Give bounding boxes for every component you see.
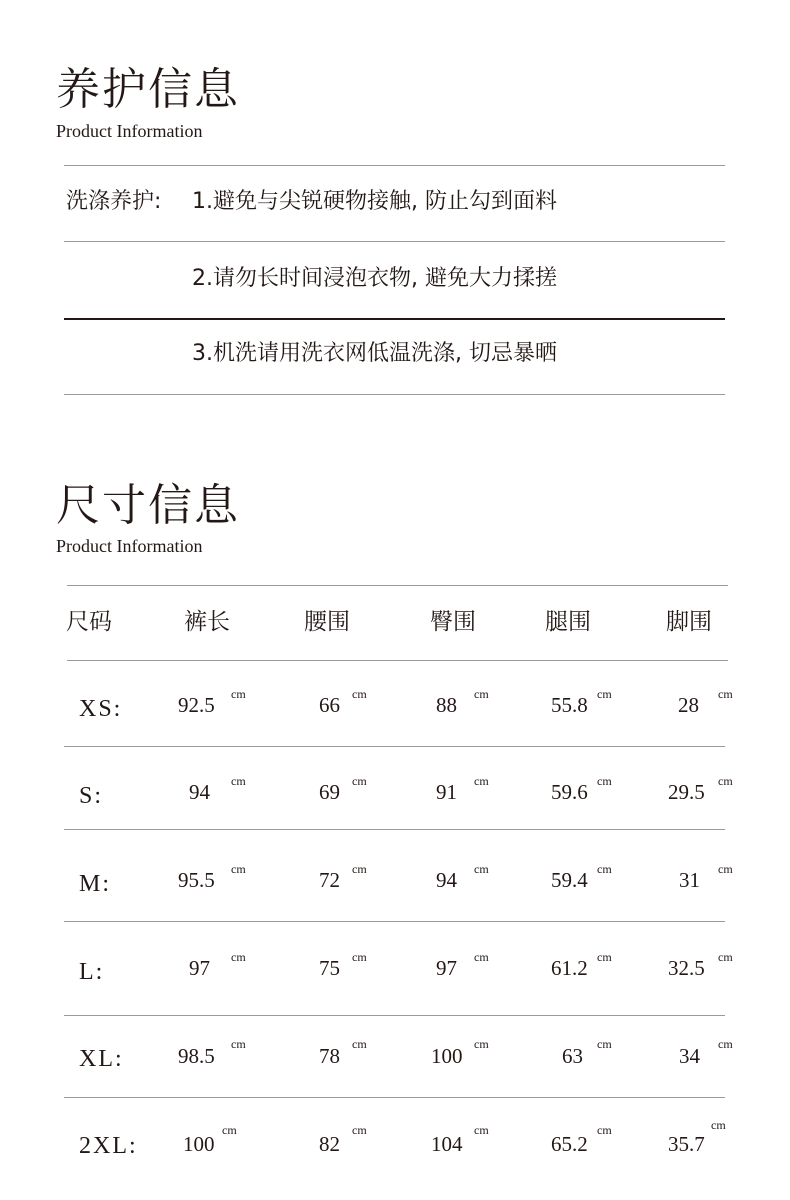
unit-label: cm [474,1037,489,1051]
unit-label: cm [597,1123,612,1137]
unit-label: cm [231,1037,246,1051]
col-header-waist: 腰围 [304,609,350,635]
value-ankle: 29.5 [668,780,705,804]
value-thigh: 65.2 [551,1132,588,1156]
value-ankle: 34 [679,1044,700,1068]
unit-label: cm [474,774,489,788]
divider [64,829,725,830]
value-thigh: 59.4 [551,868,588,892]
value-length: 95.5 [178,868,215,892]
unit-label: cm [222,1123,237,1137]
care-item-3: 3.机洗请用洗衣网低温洗涤, 切忌暴晒 [192,341,557,366]
unit-label: cm [352,1037,367,1051]
value-thigh: 63 [562,1044,583,1068]
unit-label: cm [718,1037,733,1051]
unit-label: cm [474,862,489,876]
divider [67,585,728,586]
care-item-2: 2.请勿长时间浸泡衣物, 避免大力揉搓 [192,266,557,291]
value-ankle: 31 [679,868,700,892]
divider [64,1097,725,1098]
unit-label: cm [352,950,367,964]
value-hip: 91 [436,780,457,804]
value-hip: 100 [431,1044,463,1068]
size-label: 2XL: [79,1133,138,1159]
col-header-thigh: 腿围 [545,609,591,635]
value-length: 92.5 [178,693,215,717]
value-waist: 72 [319,868,340,892]
value-thigh: 55.8 [551,693,588,717]
value-waist: 82 [319,1132,340,1156]
value-waist: 78 [319,1044,340,1068]
value-ankle: 32.5 [668,956,705,980]
unit-label: cm [231,950,246,964]
value-hip: 88 [436,693,457,717]
value-ankle: 28 [678,693,699,717]
unit-label: cm [352,862,367,876]
value-thigh: 59.6 [551,780,588,804]
unit-label: cm [718,687,733,701]
divider [64,318,725,320]
size-label: XS: [79,696,123,722]
col-header-size: 尺码 [66,609,112,635]
value-waist: 75 [319,956,340,980]
divider [64,921,725,922]
size-label: S: [79,783,104,809]
care-subtitle: Product Information [56,121,203,141]
unit-label: cm [474,950,489,964]
size-subtitle: Product Information [56,536,203,556]
size-label: M: [79,871,112,897]
unit-label: cm [597,862,612,876]
unit-label: cm [718,862,733,876]
unit-label: cm [474,687,489,701]
unit-label: cm [231,862,246,876]
size-label: XL: [79,1046,124,1072]
value-length: 100 [183,1132,215,1156]
unit-label: cm [474,1123,489,1137]
value-length: 98.5 [178,1044,215,1068]
unit-label: cm [231,774,246,788]
divider [64,241,725,242]
col-header-length: 裤长 [184,609,230,635]
size-label: L: [79,959,105,985]
value-hip: 94 [436,868,457,892]
divider [64,1015,725,1016]
value-length: 97 [189,956,210,980]
col-header-hip: 臀围 [430,609,476,635]
value-hip: 104 [431,1132,463,1156]
size-title: 尺寸信息 [56,480,240,531]
col-header-ankle: 脚围 [666,609,712,635]
unit-label: cm [352,774,367,788]
unit-label: cm [597,774,612,788]
value-hip: 97 [436,956,457,980]
unit-label: cm [352,687,367,701]
care-label: 洗涤养护: [66,189,162,214]
value-thigh: 61.2 [551,956,588,980]
divider [64,746,725,747]
unit-label: cm [352,1123,367,1137]
divider [64,165,725,166]
unit-label: cm [711,1118,726,1132]
unit-label: cm [718,774,733,788]
unit-label: cm [597,950,612,964]
unit-label: cm [718,950,733,964]
divider [64,394,725,395]
unit-label: cm [597,687,612,701]
value-ankle: 35.7 [668,1132,705,1156]
divider [67,660,728,661]
care-item-1: 1.避免与尖锐硬物接触, 防止勾到面料 [192,189,557,214]
unit-label: cm [597,1037,612,1051]
value-waist: 66 [319,693,340,717]
value-waist: 69 [319,780,340,804]
care-title: 养护信息 [56,64,240,115]
value-length: 94 [189,780,210,804]
unit-label: cm [231,687,246,701]
